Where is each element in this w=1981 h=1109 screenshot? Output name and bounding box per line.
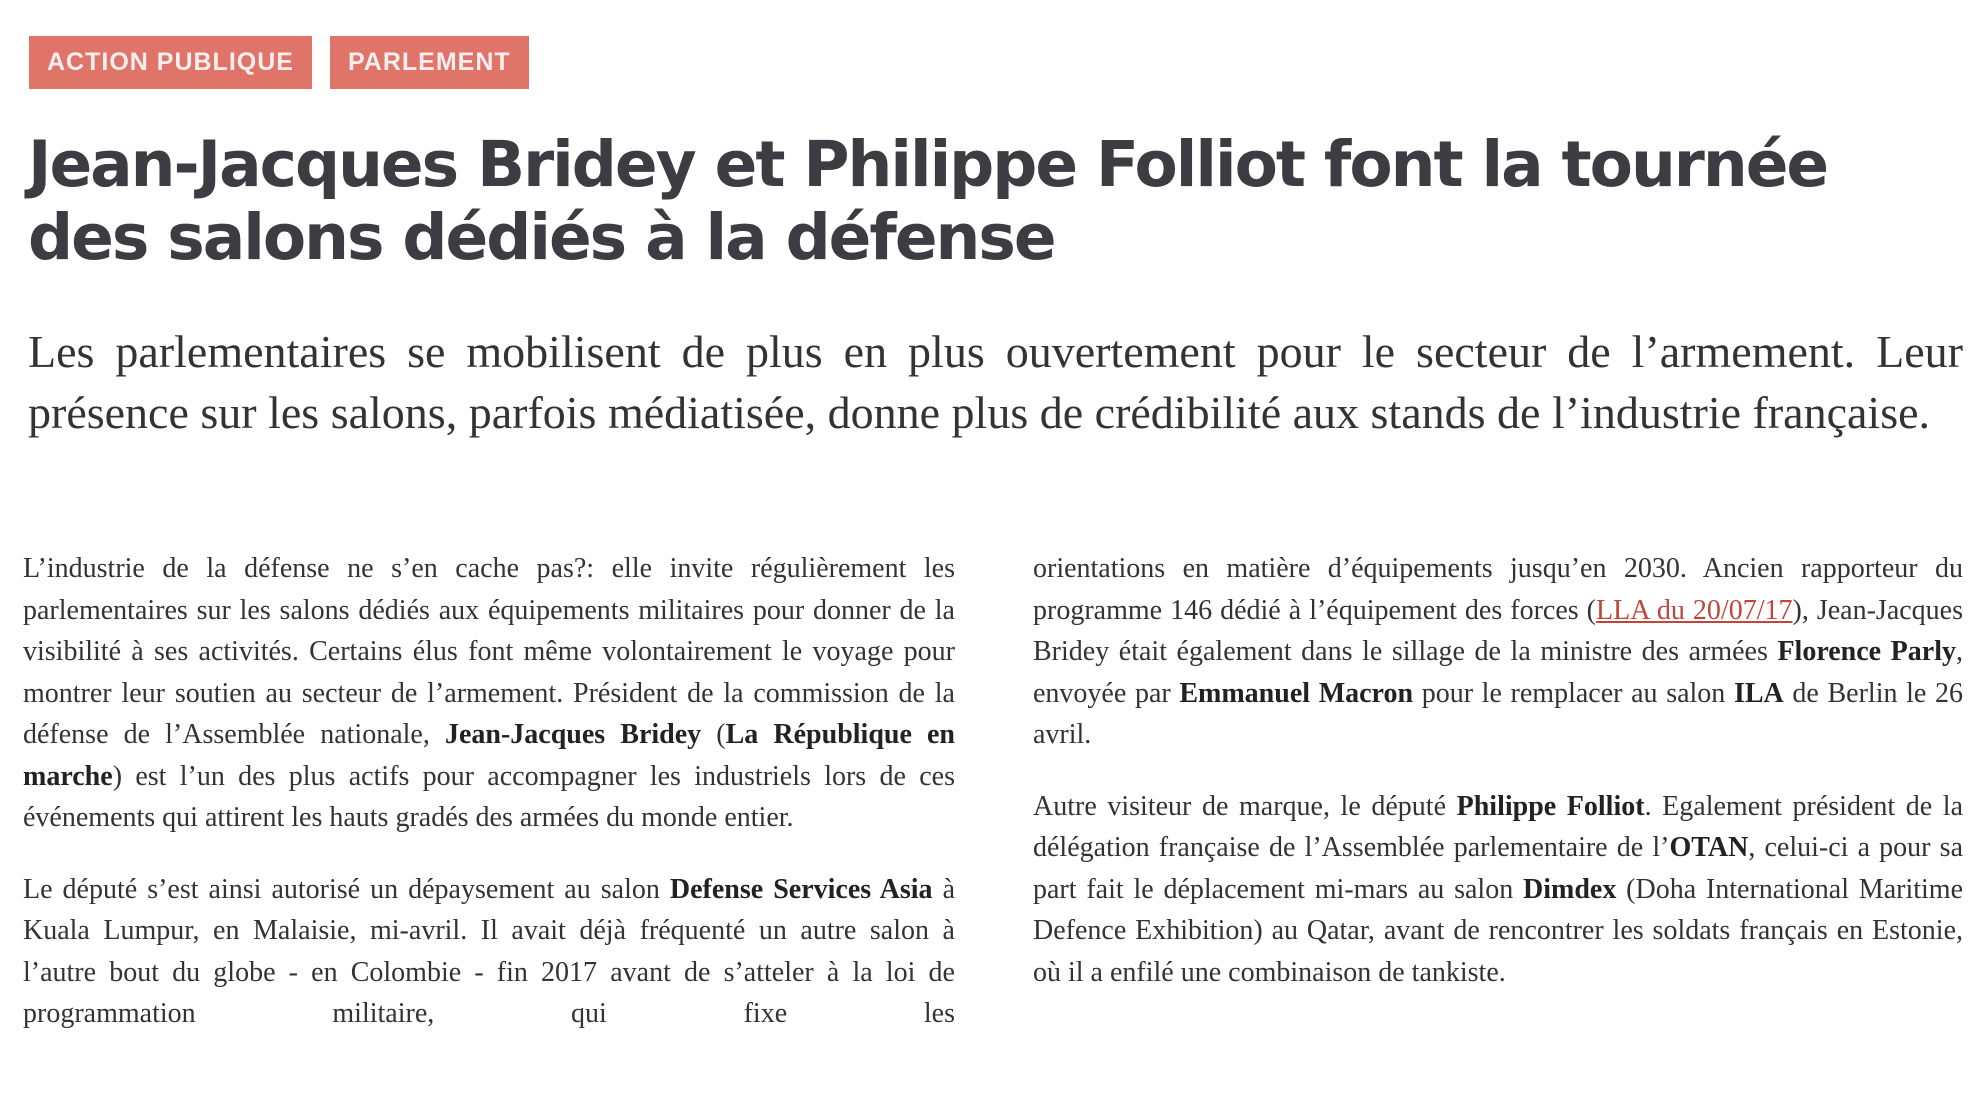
text-run: orientations en matière d’équipements jusqu’en 2030. Ancien rapporteur du programme 146 dédié à l’équipement des forces ( [1033,553,1963,626]
event-name: Dimdex [1523,873,1617,905]
text-run: à Kuala Lumpur, en Malaisie, mi-avril. Il avait déjà fréquenté un autre salon à l’autre bout du globe - en Colombie - fin 2017 avant de s’atteler à la loi de programmation militaire, qui fixe les [23,873,955,1029]
text-run: (Doha International Maritime Defence Exhibition) au Qatar, avant de rencontrer les soldats français en Estonie, où il a enfilé une combinaison de tankiste. [1033,873,1963,988]
text-run: , envoyée par [1033,636,1963,709]
paragraph-1 [23,548,955,839]
paragraph-2 [23,869,955,1035]
article-title: Jean-Jacques Bridey et Philippe Folliot font la tournée des salons dédiés à la défense [28,128,1828,274]
text-run: Autre visiteur de marque, le député [1033,790,1457,822]
article-lede: Les parlementaires se mobilisent de plus en plus ouvertement pour le secteur de l’armement. Leur présence sur les salons, parfois médiatisée, donne plus de crédibilité aux stands de l’industrie française. [28,326,1963,438]
tag-parlement[interactable]: PARLEMENT [330,36,529,89]
text-run: ) est l’un des plus actifs pour accompagner les industriels lors de ces événements qui attirent les hauts gradés des armées du monde entier. [23,760,955,833]
text-run: . Egalement président de la délégation française de l’Assemblée parlementaire de l’ [1033,790,1963,863]
person-name: Philippe Folliot [1456,790,1645,822]
article-column-right [1033,548,1963,1023]
person-name: Jean-Jacques Bridey [444,719,702,750]
party-name: La République en marche [23,719,955,792]
text-run: Le député s’est ainsi autorisé un dépaysement au salon [23,873,670,905]
organization-name: OTAN [1669,832,1749,863]
text-run: pour le remplacer au salon [1413,677,1734,709]
text-run: de Berlin le 26 avril. [1033,677,1964,750]
text-run: ( [701,719,726,750]
person-name: Emmanuel Macron [1179,677,1414,709]
category-tags [29,36,529,89]
reference-link[interactable]: LLA du 20/07/17 [1596,594,1793,626]
text-run: ), Jean-Jacques Bridey était également dans le sillage de la ministre des armées [1033,594,1963,667]
paragraph-3 [1033,548,1963,756]
article-column-left [23,548,955,1065]
paragraph-4 [1033,786,1963,994]
text-run: , celui-ci a pour sa part fait le déplacement mi-mars au salon [1033,832,1963,905]
event-name: ILA [1733,677,1784,709]
text-run: L’industrie de la défense ne s’en cache pas?: elle invite régulièrement les parlementaires sur les salons dédiés aux équipements militaires pour donner de la visibilité à ses activités. Certains élus font même volontairement le voyage pour montrer leur soutien au secteur de l’armement. Président de la commission de la défense de l’Assemblée nationale, [23,553,955,750]
person-name: Florence Parly [1777,636,1956,667]
event-name: Defense Services Asia [669,873,933,905]
tag-action-publique[interactable]: ACTION PUBLIQUE [29,36,312,89]
